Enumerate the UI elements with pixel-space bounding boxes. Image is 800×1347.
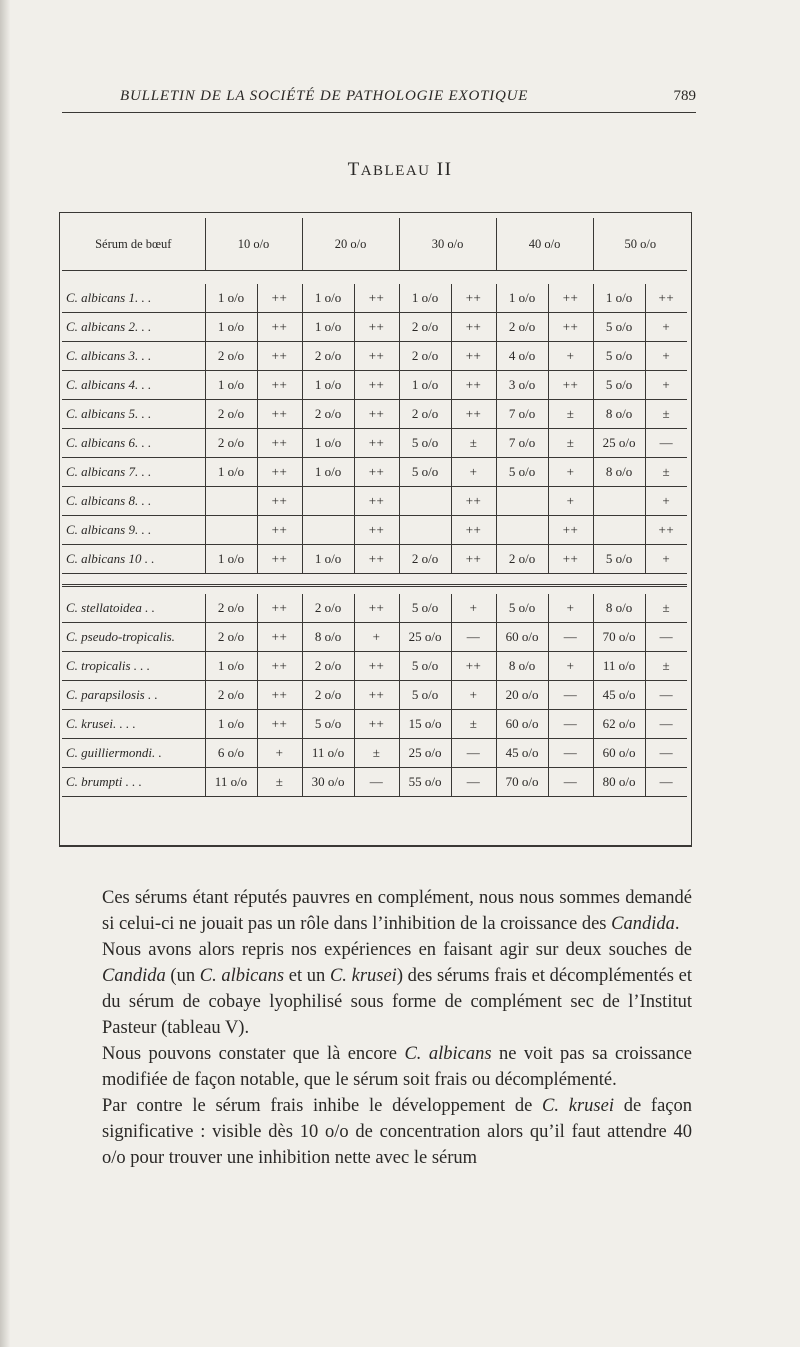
p1-italic: Candida bbox=[611, 914, 675, 934]
growth-symbol-cell: + bbox=[451, 681, 496, 710]
growth-symbol-cell: ++ bbox=[354, 487, 399, 516]
growth-symbol-cell: — bbox=[451, 739, 496, 768]
percent-cell: 5 o/o bbox=[593, 545, 645, 574]
table-row bbox=[62, 429, 687, 458]
growth-symbol-cell: — bbox=[548, 681, 593, 710]
percent-cell bbox=[593, 487, 645, 516]
percent-cell: 5 o/o bbox=[302, 710, 354, 739]
growth-symbol-cell: ++ bbox=[257, 284, 302, 313]
strain-name: C. albicans 4. . . bbox=[62, 371, 205, 400]
growth-symbol-cell: ++ bbox=[548, 371, 593, 400]
p4-text: Par contre le sérum frais inhibe le développement de bbox=[102, 1096, 543, 1116]
p3-italic: C. albicans bbox=[404, 1044, 492, 1064]
p1-end: . bbox=[674, 914, 680, 934]
percent-cell bbox=[205, 516, 257, 545]
growth-symbol-cell: ++ bbox=[451, 516, 496, 545]
growth-symbol-cell: ++ bbox=[451, 545, 496, 574]
growth-symbol-cell: ± bbox=[548, 429, 593, 458]
growth-symbol-cell: — bbox=[548, 768, 593, 797]
percent-cell: 2 o/o bbox=[302, 400, 354, 429]
strain-name: C. albicans 8. . . bbox=[62, 487, 205, 516]
percent-cell: 5 o/o bbox=[496, 594, 548, 623]
percent-cell: 11 o/o bbox=[205, 768, 257, 797]
strain-name: C. stellatoidea . . bbox=[62, 594, 205, 623]
percent-cell: 1 o/o bbox=[496, 284, 548, 313]
percent-cell: 30 o/o bbox=[302, 768, 354, 797]
percent-cell: 11 o/o bbox=[593, 652, 645, 681]
growth-symbol-cell: ++ bbox=[257, 429, 302, 458]
table-row bbox=[62, 458, 687, 487]
growth-symbol-cell: ++ bbox=[257, 458, 302, 487]
percent-cell bbox=[496, 516, 548, 545]
growth-symbol-cell: ++ bbox=[354, 652, 399, 681]
percent-cell: 70 o/o bbox=[593, 623, 645, 652]
table-row bbox=[62, 487, 687, 516]
percent-cell bbox=[593, 516, 645, 545]
paragraph-1 bbox=[78, 885, 692, 937]
growth-symbol-cell: ++ bbox=[451, 371, 496, 400]
growth-symbol-cell: ++ bbox=[257, 313, 302, 342]
growth-symbol-cell: — bbox=[548, 710, 593, 739]
table-row bbox=[62, 768, 687, 797]
growth-symbol-cell: — bbox=[548, 623, 593, 652]
percent-cell: 5 o/o bbox=[496, 458, 548, 487]
percent-cell bbox=[496, 487, 548, 516]
percent-cell: 45 o/o bbox=[496, 739, 548, 768]
growth-symbol-cell: ++ bbox=[257, 681, 302, 710]
percent-cell: 1 o/o bbox=[399, 371, 451, 400]
growth-symbol-cell: ++ bbox=[451, 400, 496, 429]
albicans-group bbox=[62, 284, 687, 574]
growth-symbol-cell: ++ bbox=[354, 429, 399, 458]
percent-cell: 1 o/o bbox=[302, 545, 354, 574]
percent-cell: 2 o/o bbox=[205, 342, 257, 371]
table-row bbox=[62, 400, 687, 429]
table-title-number: II bbox=[436, 159, 453, 180]
table-header-row bbox=[62, 218, 687, 271]
strain-name: C. albicans 10 . . bbox=[62, 545, 205, 574]
growth-symbol-cell: ± bbox=[645, 458, 687, 487]
header-col-20: 20 o/o bbox=[302, 218, 399, 271]
percent-cell: 80 o/o bbox=[593, 768, 645, 797]
percent-cell: 1 o/o bbox=[302, 429, 354, 458]
p2-italic-1: Candida bbox=[102, 966, 166, 986]
table-spacer bbox=[62, 271, 687, 285]
growth-symbol-cell: + bbox=[645, 487, 687, 516]
growth-symbol-cell: + bbox=[548, 652, 593, 681]
percent-cell: 2 o/o bbox=[302, 652, 354, 681]
strain-name: C. albicans 2. . . bbox=[62, 313, 205, 342]
percent-cell: 1 o/o bbox=[205, 710, 257, 739]
p2-text-4: ) des sérums frais et décomplémentés et du sérum de cobaye lyophilisé sous forme de complément sec de l’Institut Pasteur (tableau V). bbox=[102, 966, 692, 1038]
percent-cell bbox=[302, 487, 354, 516]
group-separator-gap bbox=[62, 586, 687, 595]
strain-name: C. albicans 9. . . bbox=[62, 516, 205, 545]
table-row bbox=[62, 342, 687, 371]
percent-cell: 20 o/o bbox=[496, 681, 548, 710]
growth-symbol-cell: ++ bbox=[257, 652, 302, 681]
percent-cell: 1 o/o bbox=[205, 313, 257, 342]
other-species-group bbox=[62, 594, 687, 797]
growth-symbol-cell: — bbox=[451, 768, 496, 797]
growth-symbol-cell: + bbox=[354, 623, 399, 652]
header-col-40: 40 o/o bbox=[496, 218, 593, 271]
p2-text-2: (un bbox=[165, 966, 200, 986]
page-number: 789 bbox=[673, 88, 696, 104]
percent-cell: 25 o/o bbox=[399, 623, 451, 652]
percent-cell: 1 o/o bbox=[205, 545, 257, 574]
percent-cell: 1 o/o bbox=[593, 284, 645, 313]
growth-symbol-cell: — bbox=[645, 710, 687, 739]
table-row bbox=[62, 681, 687, 710]
percent-cell: 7 o/o bbox=[496, 400, 548, 429]
percent-cell: 1 o/o bbox=[302, 371, 354, 400]
percent-cell: 1 o/o bbox=[205, 652, 257, 681]
growth-symbol-cell: — bbox=[548, 739, 593, 768]
p4-text-2: de façon significative : visible dès 10 o/o de concentration alors qu’il faut attendre 40 o/o pour trouver une inhibition nette avec le sérum bbox=[102, 1096, 692, 1168]
strain-name: C. albicans 7. . . bbox=[62, 458, 205, 487]
percent-cell: 8 o/o bbox=[302, 623, 354, 652]
paragraph-4 bbox=[78, 1093, 692, 1171]
percent-cell: 15 o/o bbox=[399, 710, 451, 739]
growth-symbol-cell: ± bbox=[645, 594, 687, 623]
percent-cell bbox=[205, 487, 257, 516]
growth-symbol-cell: + bbox=[548, 342, 593, 371]
header-col-10: 10 o/o bbox=[205, 218, 302, 271]
table-title-initial: T bbox=[347, 159, 361, 180]
growth-symbol-cell: ++ bbox=[257, 371, 302, 400]
growth-symbol-cell: ± bbox=[645, 652, 687, 681]
growth-symbol-cell: + bbox=[645, 545, 687, 574]
percent-cell: 1 o/o bbox=[205, 284, 257, 313]
growth-symbol-cell: ++ bbox=[451, 313, 496, 342]
growth-symbol-cell: — bbox=[354, 768, 399, 797]
strain-name: C. parapsilosis . . bbox=[62, 681, 205, 710]
page-edge-shadow bbox=[0, 0, 10, 1347]
percent-cell: 2 o/o bbox=[302, 594, 354, 623]
percent-cell: 25 o/o bbox=[593, 429, 645, 458]
p2-text-3: et un bbox=[284, 966, 330, 986]
growth-symbol-cell: + bbox=[451, 594, 496, 623]
growth-symbol-cell: + bbox=[548, 487, 593, 516]
p2-text: Nous avons alors repris nos expériences en faisant agir sur deux souches de bbox=[102, 940, 692, 960]
percent-cell: 2 o/o bbox=[205, 681, 257, 710]
table-row bbox=[62, 623, 687, 652]
percent-cell: 8 o/o bbox=[593, 400, 645, 429]
strain-name: C. guilliermondi. . bbox=[62, 739, 205, 768]
table-row bbox=[62, 545, 687, 574]
percent-cell: 1 o/o bbox=[302, 284, 354, 313]
growth-symbol-cell: ± bbox=[257, 768, 302, 797]
growth-symbol-cell: ++ bbox=[354, 594, 399, 623]
paragraph-3 bbox=[78, 1041, 692, 1093]
growth-symbol-cell: ++ bbox=[548, 516, 593, 545]
growth-symbol-cell: ++ bbox=[645, 516, 687, 545]
strain-name: C. brumpti . . . bbox=[62, 768, 205, 797]
growth-symbol-cell: — bbox=[451, 623, 496, 652]
growth-symbol-cell: ++ bbox=[451, 284, 496, 313]
percent-cell: 5 o/o bbox=[593, 342, 645, 371]
table-row bbox=[62, 739, 687, 768]
table-row bbox=[62, 284, 687, 313]
percent-cell: 3 o/o bbox=[496, 371, 548, 400]
percent-cell: 2 o/o bbox=[302, 681, 354, 710]
p4-italic: C. krusei bbox=[542, 1096, 614, 1116]
growth-symbol-cell: + bbox=[257, 739, 302, 768]
percent-cell: 2 o/o bbox=[399, 545, 451, 574]
percent-cell: 5 o/o bbox=[399, 681, 451, 710]
growth-symbol-cell: ++ bbox=[451, 487, 496, 516]
growth-symbol-cell: ++ bbox=[257, 594, 302, 623]
percent-cell: 2 o/o bbox=[205, 623, 257, 652]
growth-symbol-cell: + bbox=[548, 594, 593, 623]
percent-cell: 5 o/o bbox=[399, 594, 451, 623]
percent-cell: 55 o/o bbox=[399, 768, 451, 797]
growth-symbol-cell: ++ bbox=[257, 400, 302, 429]
growth-symbol-cell: ++ bbox=[354, 342, 399, 371]
results-table bbox=[62, 218, 687, 797]
running-header bbox=[62, 88, 696, 113]
growth-symbol-cell: + bbox=[451, 458, 496, 487]
growth-symbol-cell: ± bbox=[354, 739, 399, 768]
table-row bbox=[62, 710, 687, 739]
table-row bbox=[62, 652, 687, 681]
percent-cell: 1 o/o bbox=[302, 458, 354, 487]
table-row bbox=[62, 313, 687, 342]
percent-cell: 11 o/o bbox=[302, 739, 354, 768]
group-separator bbox=[62, 574, 687, 586]
strain-name: C. krusei. . . . bbox=[62, 710, 205, 739]
percent-cell: 1 o/o bbox=[302, 313, 354, 342]
percent-cell: 8 o/o bbox=[496, 652, 548, 681]
p3-text: Nous pouvons constater que là encore bbox=[102, 1044, 405, 1064]
growth-symbol-cell: ++ bbox=[354, 516, 399, 545]
percent-cell: 4 o/o bbox=[496, 342, 548, 371]
percent-cell bbox=[399, 487, 451, 516]
growth-symbol-cell: ++ bbox=[354, 458, 399, 487]
growth-symbol-cell: ++ bbox=[257, 710, 302, 739]
percent-cell: 60 o/o bbox=[496, 623, 548, 652]
strain-name: C. albicans 1. . . bbox=[62, 284, 205, 313]
table-title bbox=[0, 159, 800, 181]
p3-text-2: ne voit pas sa croissance modifiée de façon notable, que le sérum soit frais ou décomplémenté. bbox=[102, 1044, 693, 1090]
header-col-50: 50 o/o bbox=[593, 218, 687, 271]
growth-symbol-cell: ++ bbox=[548, 284, 593, 313]
growth-symbol-cell: + bbox=[645, 371, 687, 400]
growth-symbol-cell: — bbox=[645, 623, 687, 652]
p2-italic-3: C. krusei bbox=[329, 966, 397, 986]
growth-symbol-cell: ++ bbox=[354, 284, 399, 313]
percent-cell: 2 o/o bbox=[496, 545, 548, 574]
strain-name: C. albicans 6. . . bbox=[62, 429, 205, 458]
growth-symbol-cell: ++ bbox=[354, 710, 399, 739]
percent-cell: 25 o/o bbox=[399, 739, 451, 768]
growth-symbol-cell: ++ bbox=[354, 313, 399, 342]
percent-cell: 1 o/o bbox=[205, 371, 257, 400]
growth-symbol-cell: ++ bbox=[257, 487, 302, 516]
percent-cell: 1 o/o bbox=[399, 284, 451, 313]
percent-cell: 7 o/o bbox=[496, 429, 548, 458]
growth-symbol-cell: ± bbox=[451, 710, 496, 739]
percent-cell: 8 o/o bbox=[593, 594, 645, 623]
growth-symbol-cell: ++ bbox=[451, 342, 496, 371]
journal-title: BULLETIN DE LA SOCIÉTÉ DE PATHOLOGIE EXOTIQUE bbox=[120, 88, 529, 104]
strain-name: C. albicans 3. . . bbox=[62, 342, 205, 371]
percent-cell: 2 o/o bbox=[205, 429, 257, 458]
percent-cell: 70 o/o bbox=[496, 768, 548, 797]
strain-name: C. tropicalis . . . bbox=[62, 652, 205, 681]
percent-cell bbox=[399, 516, 451, 545]
percent-cell: 5 o/o bbox=[593, 313, 645, 342]
growth-symbol-cell: ++ bbox=[354, 371, 399, 400]
growth-symbol-cell: ++ bbox=[354, 545, 399, 574]
percent-cell: 2 o/o bbox=[496, 313, 548, 342]
growth-symbol-cell: ++ bbox=[257, 545, 302, 574]
header-serum-label: Sérum de bœuf bbox=[62, 218, 205, 271]
header-col-30: 30 o/o bbox=[399, 218, 496, 271]
growth-symbol-cell: ± bbox=[451, 429, 496, 458]
growth-symbol-cell: ++ bbox=[257, 342, 302, 371]
strain-name: C. pseudo-tropicalis. bbox=[62, 623, 205, 652]
percent-cell: 2 o/o bbox=[399, 313, 451, 342]
growth-symbol-cell: + bbox=[645, 342, 687, 371]
percent-cell: 2 o/o bbox=[205, 400, 257, 429]
table-row bbox=[62, 594, 687, 623]
growth-symbol-cell: + bbox=[548, 458, 593, 487]
growth-symbol-cell: ++ bbox=[451, 652, 496, 681]
percent-cell: 5 o/o bbox=[593, 371, 645, 400]
growth-symbol-cell: ++ bbox=[548, 313, 593, 342]
percent-cell: 60 o/o bbox=[496, 710, 548, 739]
percent-cell: 5 o/o bbox=[399, 458, 451, 487]
growth-symbol-cell: ++ bbox=[354, 400, 399, 429]
percent-cell: 1 o/o bbox=[205, 458, 257, 487]
body-text bbox=[78, 885, 692, 1171]
growth-symbol-cell: ++ bbox=[257, 516, 302, 545]
growth-symbol-cell: ± bbox=[548, 400, 593, 429]
percent-cell: 2 o/o bbox=[399, 342, 451, 371]
p1-text: Ces sérums étant réputés pauvres en complément, nous nous sommes demandé si celui-ci ne jouait pas un rôle dans l’inhibition de la croissance des bbox=[102, 888, 692, 934]
table-row bbox=[62, 516, 687, 545]
percent-cell: 2 o/o bbox=[399, 400, 451, 429]
growth-symbol-cell: ++ bbox=[548, 545, 593, 574]
percent-cell: 6 o/o bbox=[205, 739, 257, 768]
growth-symbol-cell: — bbox=[645, 768, 687, 797]
percent-cell: 45 o/o bbox=[593, 681, 645, 710]
table-title-rest: ABLEAU bbox=[360, 163, 431, 179]
percent-cell: 5 o/o bbox=[399, 429, 451, 458]
strain-name: C. albicans 5. . . bbox=[62, 400, 205, 429]
table-row bbox=[62, 371, 687, 400]
percent-cell: 2 o/o bbox=[205, 594, 257, 623]
growth-symbol-cell: ++ bbox=[257, 623, 302, 652]
growth-symbol-cell: + bbox=[645, 313, 687, 342]
paragraph-2 bbox=[78, 937, 692, 1041]
percent-cell: 60 o/o bbox=[593, 739, 645, 768]
percent-cell bbox=[302, 516, 354, 545]
growth-symbol-cell: ++ bbox=[645, 284, 687, 313]
growth-symbol-cell: — bbox=[645, 429, 687, 458]
p2-italic-2: C. albicans bbox=[199, 966, 285, 986]
growth-symbol-cell: ± bbox=[645, 400, 687, 429]
growth-symbol-cell: ++ bbox=[354, 681, 399, 710]
growth-symbol-cell: — bbox=[645, 739, 687, 768]
percent-cell: 62 o/o bbox=[593, 710, 645, 739]
percent-cell: 5 o/o bbox=[399, 652, 451, 681]
percent-cell: 2 o/o bbox=[302, 342, 354, 371]
percent-cell: 8 o/o bbox=[593, 458, 645, 487]
growth-symbol-cell: — bbox=[645, 681, 687, 710]
